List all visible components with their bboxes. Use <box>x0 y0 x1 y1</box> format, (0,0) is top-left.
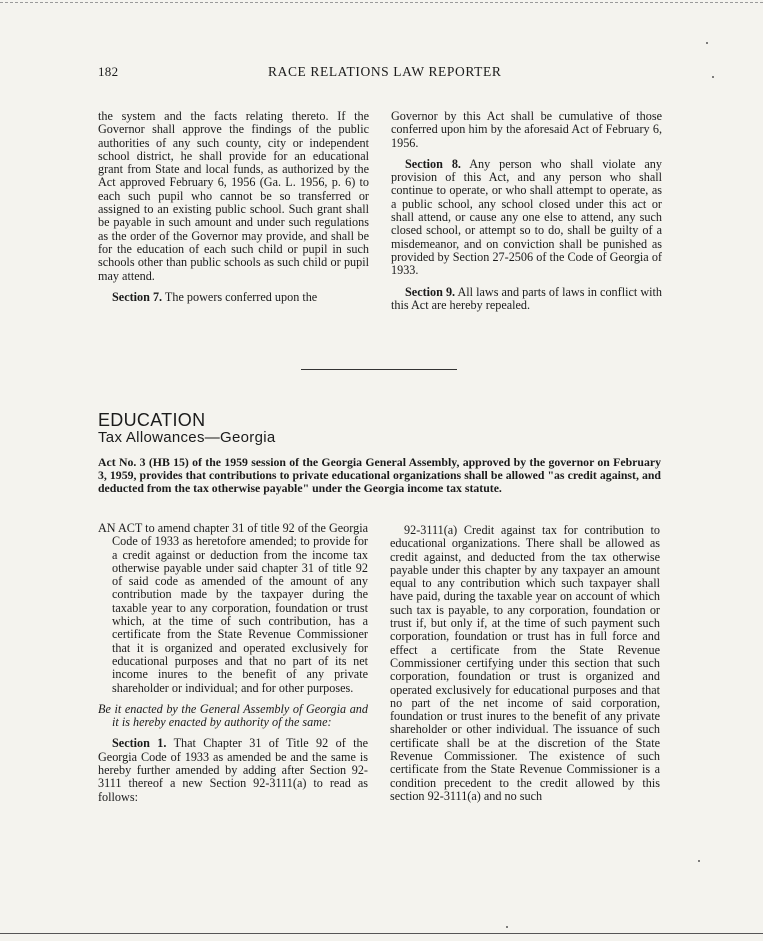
scan-speck <box>506 926 508 928</box>
section-1-text: That Chapter 31 of Title 92 of the Georgia Code of 1933 as amended be and the same is hereby further amended by adding after Section 92-3111 thereof a new Section 92-3111(a) to read as follows: <box>98 736 369 804</box>
section-1-label: Section 1. <box>112 736 167 751</box>
section-8-label: Section 8. <box>405 156 461 171</box>
section-8-text: Any person who shall violate any provision of this Act, and any person who shall continue to operate, or who shall attempt to operate, as a public school, any school closed under this act or shall attend, or cause any one else to attend, any such closed school, or attempt so to do, shall be guilty of a misdemeanor, and on conviction shall be punished as provided by Section 27-2506 of the Code of Georgia of 1933. <box>391 156 662 278</box>
top-left-column <box>98 110 369 304</box>
continuation-paragraph: the system and the facts relating thereto. If the Governor shall approve the findings of the public authorities of any such county, city or independent school district, he shall provide for an educational grant from State and local funds, as authorized by the Act approved February 6, 1956 (Ga. L. 1956, p. 6) to each such pupil who cannot be so transferred or assigned to an existing public school. Such grant shall be payable in such amount and under such regulations as the order of the Governor may provide, and shall be for the education of each such child or pupil in such schools other than public schools as such child or pupil may attend. <box>98 109 369 283</box>
section-8-paragraph <box>391 158 662 278</box>
section-heading: EDUCATION <box>98 410 206 430</box>
headnote-summary: Act No. 3 (HB 15) of the 1959 session of the Georgia General Assembly, approved by the governor on February 3, 1959, provides that contributions to private educational organizations shall be allowed "as credit against, and deducted from the tax otherwise payable" under the Georgia income tax statute. <box>98 455 661 496</box>
scan-speck <box>698 860 700 862</box>
act-title: AN ACT to amend chapter 31 of title 92 of the Georgia Code of 1933 as heretofore amended; to provide for a credit against or deduction from the income tax otherwise payable under said chapter 31 of title 92 of said code as amended of the amount of any contribution made by the taxpayer during the taxable year to any corporation, foundation or trust which, at the time of such contribution, has a certificate from the State Revenue Commissioner that it is organized and operated exclusively for educational purposes and that no part of its net income inures to the benefit of any private shareholder or individual; and for other purposes. <box>98 521 368 695</box>
page-number: 182 <box>98 64 119 79</box>
section-9-text: All laws and parts of laws in conflict with this Act are hereby repealed. <box>391 284 662 312</box>
scan-speck <box>706 42 708 44</box>
section-9-paragraph <box>391 286 662 313</box>
section-7-text: The powers conferred upon the <box>162 289 318 304</box>
scan-speck <box>712 76 714 78</box>
new-section-text: 92-3111(a) Credit against tax for contribution to educational organizations. There shall be allowed as credit against, and deducted from the tax otherwise payable under this chapter by any taxpayer an amount equal to any contribution which such taxpayer shall have paid, during the taxable year on account of which such tax is payable, to any corporation, foundation or trust if, but only if, at the time of such payment such corporation, foundation or trust has in full force and effect a certificate from the State Revenue Commissioner certifying under this section that such corporation, foundation or trust is organized and operated exclusively for educational purposes and that no part of the net income of said corporation, foundation or trust inures to the benefit of any private shareholder or other individual. The issuance of such certificate shall be at the discretion of the State Revenue Commissioner. The existence of such certificate from the State Revenue Commissioner is a condition precedent to the credit allowed by this section 92-3111(a) and no such <box>390 523 660 803</box>
act-right-column <box>390 524 660 803</box>
enacting-clause: Be it enacted by the General Assembly of Georgia and it is hereby enacted by authority of the same: <box>98 701 368 730</box>
section-subheading: Tax Allowances—Georgia <box>98 429 276 446</box>
bottom-rule <box>0 933 763 934</box>
section-7-continuation: Governor by this Act shall be cumulative of those conferred upon him by the aforesaid Act of February 6, 1956. <box>391 109 662 150</box>
section-7-paragraph <box>98 291 369 304</box>
section-9-label: Section 9. <box>405 284 456 299</box>
top-right-column <box>391 110 662 312</box>
running-head: RACE RELATIONS LAW REPORTER <box>268 64 502 79</box>
section-divider <box>301 369 457 370</box>
act-left-column <box>98 522 368 804</box>
section-7-label: Section 7. <box>112 289 163 304</box>
section-1-paragraph <box>98 737 368 803</box>
top-dashed-rule <box>0 2 763 3</box>
